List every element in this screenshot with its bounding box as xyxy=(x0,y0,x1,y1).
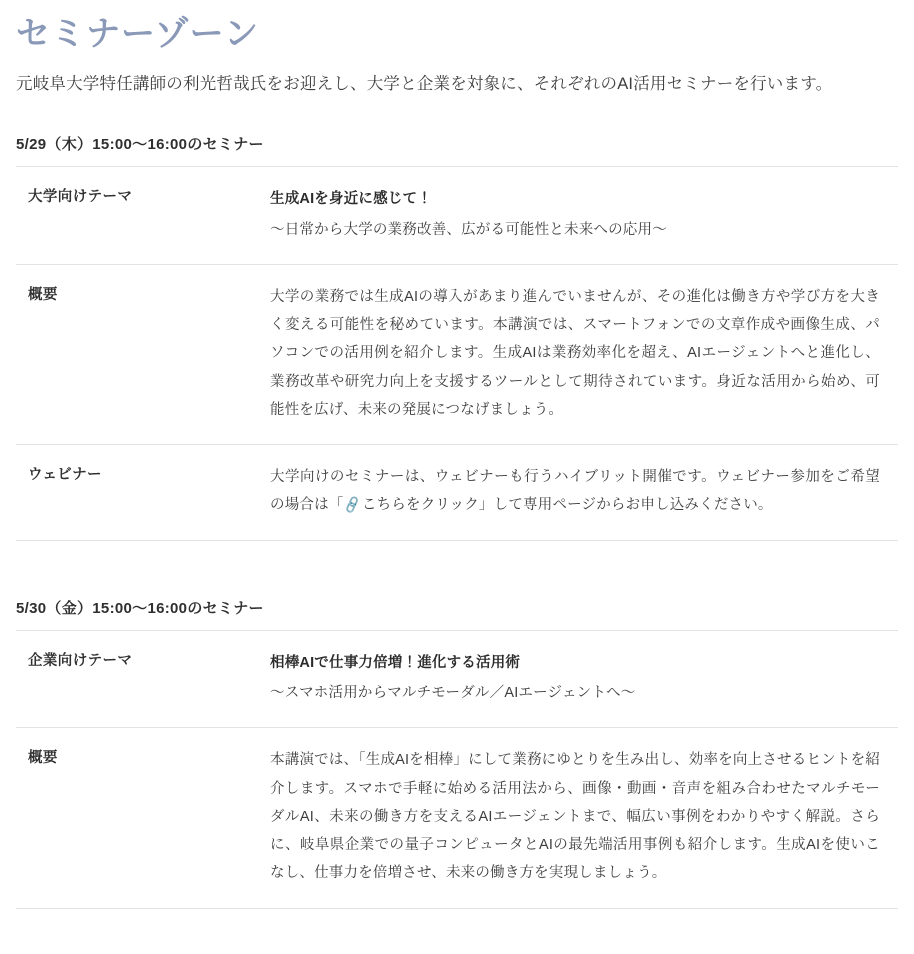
webinar-text-after: 」して専用ページからお申し込みください。 xyxy=(478,497,773,514)
theme-sub-text: 〜スマホ活用からマルチモーダル／AIエージェントへ〜 xyxy=(270,684,636,701)
row-label-webinar: ウェビナー xyxy=(28,467,102,484)
section-heading-1: 5/29（木）15:00〜16:00のセミナー xyxy=(16,136,264,154)
section-spacer xyxy=(16,571,898,597)
row-label-overview-2: 概要 xyxy=(28,750,58,767)
table-row xyxy=(16,264,898,444)
webinar-text-before: 大学向けのセミナーは、ウェビナーも行うハイブリット開催です。ウェビナー参加をご希望の場合は「 xyxy=(270,469,880,514)
table-row xyxy=(16,445,898,541)
row-value-university-theme xyxy=(270,167,898,265)
row-value-company-theme xyxy=(270,630,898,728)
webinar-registration-link[interactable]: こちらをクリック xyxy=(361,497,479,514)
page-lead-text: 元岐阜大学特任講師の利光哲哉氏をお迎えし、大学と企業を対象に、それぞれのAI活用セミナーを行います。 xyxy=(16,74,833,93)
row-value-webinar xyxy=(270,445,898,541)
row-value-overview-2: 本講演では、「生成AIを相棒」にして業務にゆとりを生み出し、効率を向上させるヒントを紹介します。スマホで手軽に始める活用法から、画像・動画・音声を組み合わせたマルチモーダルAI、未来の働き方を支えるAIエージェントまで、幅広い事例をわかりやすく解説。さらに、岐阜県企業での量子コンピュータとAIの最先端活用事例も紹介します。生成AIを使いこなし、仕事力を倍増させ、未来の働き方を実現しましょう。 xyxy=(270,752,880,882)
seminar-section-2 xyxy=(16,597,898,909)
row-label-company-theme: 企業向けテーマ xyxy=(28,652,133,669)
row-value-overview-1: 大学の業務では生成AIの導入があまり進んでいませんが、その進化は働き方や学び方を大きく変える可能性を秘めています。本講演では、スマートフォンでの文章作成や画像生成、パソコンでの活用例を紹介します。生成AIは業務効率化を超え、AIエージェントへと進化し、業務改革や研究力向上を支援するツールとして期待されています。身近な活用から始め、可能性を広げ、未来の発展につなげましょう。 xyxy=(270,288,880,418)
row-label-university-theme: 大学向けテーマ xyxy=(28,189,133,206)
table-row xyxy=(16,728,898,908)
page-title: セミナーゾーン xyxy=(16,15,259,53)
theme-main-text: 相棒AIで仕事力倍増！進化する活用術 xyxy=(270,654,521,671)
theme-sub-text: 〜日常から大学の業務改善、広がる可能性と未来への応用〜 xyxy=(270,221,667,238)
theme-main-text: 生成AIを身近に感じて！ xyxy=(270,191,432,208)
section-heading-2: 5/30（金）15:00〜16:00のセミナー xyxy=(16,599,264,617)
table-row xyxy=(16,630,898,728)
link-icon: 🔗 xyxy=(341,495,362,515)
row-label-overview-1: 概要 xyxy=(28,286,58,303)
table-row xyxy=(16,167,898,265)
seminar-section-1 xyxy=(16,133,898,540)
seminar-detail-table-2 xyxy=(16,630,898,909)
seminar-detail-table-1 xyxy=(16,166,898,540)
